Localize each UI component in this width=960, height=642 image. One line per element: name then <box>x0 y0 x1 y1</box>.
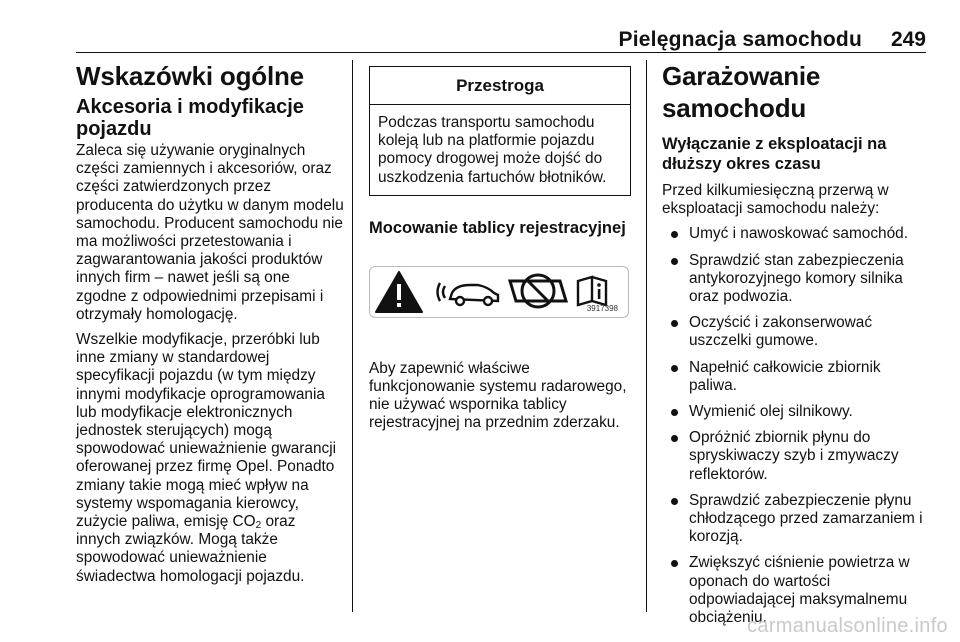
paragraph-intro: Przed kilkumiesięczną przerwą w eksploatacji samochodu należy: <box>662 182 889 218</box>
bullet-icon <box>671 258 678 265</box>
section-title: Pielęgnacja samochodu <box>618 28 862 51</box>
list-item <box>662 429 928 484</box>
paragraph-text: oraz innych związków. Mogą także spowodować unieważnienie świadectwa homologacji pojazdu. <box>76 513 305 585</box>
caution-box <box>369 66 631 196</box>
bullet-icon <box>671 498 678 505</box>
warning-triangle-icon <box>376 272 422 312</box>
list-item-text: Opróżnić zbiornik płynu do spryskiwaczy szyb i zmywaczy reflektorów. <box>689 429 899 483</box>
list-item <box>662 359 928 395</box>
list-item <box>662 314 928 350</box>
list-item <box>662 225 928 243</box>
list-item-text: Umyć i nawoskować samochód. <box>689 225 908 243</box>
watermark: carmanualsonline.info <box>747 615 948 637</box>
subheading-accessories: Akcesoria i modyfikacje pojazdu <box>76 96 304 140</box>
column-divider <box>646 60 647 612</box>
main-heading: Wskazówki ogólne <box>76 61 304 91</box>
radar-car-icon <box>438 283 499 305</box>
list-item-text: Zwiększyć ciśnienie powietrza w oponach do wartości odpowiadającej maksymalnemu obciążeniu. <box>689 554 910 627</box>
checklist <box>662 225 928 627</box>
list-item-text: Sprawdzić zabezpieczenie płynu chłodzącego przed zamarzaniem i korozją. <box>689 491 923 546</box>
column-divider <box>352 60 353 612</box>
bullet-icon <box>671 560 678 567</box>
bullet-icon <box>671 409 678 416</box>
symbol-strip <box>369 266 629 318</box>
list-item <box>662 492 928 547</box>
main-heading-storage: Garażowanie samochodu <box>662 61 821 123</box>
list-item <box>662 403 928 421</box>
paragraph-text: Wszelkie modyfikacje, przeróbki lub inne zmiany w standardowej specyfikacji pojazdu (w tym między innymi modyfikacje oprogramowania lub modyfikacje elektronicznych jednostek sterujących) mogą spowodować unieważnienie gwarancji oferowanej przez firmę Opel. Ponadto zmiany takie mogą mieć wpływ na systemy wspomagania kierowcy, zużycie paliwa, emisję CO <box>76 331 337 531</box>
subheading-storage: Wyłączanie z eksploatacji na dłuższy okres czasu <box>662 135 887 173</box>
caution-title: Przestroga <box>370 67 630 105</box>
page-number: 249 <box>890 28 926 51</box>
subscript: 2 <box>255 520 262 532</box>
list-item <box>662 252 928 307</box>
manual-info-icon <box>578 277 606 305</box>
list-item-text: Sprawdzić stan zabezpieczenia antykorozyjnego komory silnika oraz podwozia. <box>689 251 904 306</box>
paragraph-accessories: Zaleca się używanie oryginalnych części zamiennych i akcesoriów, oraz części zatwierdzonych przez producenta do użytku w danym modelu samochodu. Producent samochodu nie ma możliwości przetestowania i zagwarantowania jakości produktów innych firm – nawet jeśli są one zgodne z odpowiednimi przepisami i otrzymały homologację. <box>76 142 344 323</box>
subheading-license-plate: Mocowanie tablicy rejestracyjnej <box>369 218 626 237</box>
page-header <box>76 28 926 53</box>
column-middle <box>369 60 631 440</box>
paragraph-modifications <box>76 331 344 586</box>
bullet-icon <box>671 365 678 372</box>
bullet-icon <box>671 320 678 327</box>
list-item-text: Wymienić olej silnikowy. <box>689 403 853 421</box>
figure-reference: 3917398 <box>586 303 618 313</box>
bullet-icon <box>671 435 678 442</box>
caution-text: Podczas transportu samochodu koleją lub na platformie pojazdu pomocy drogowej może dojść do uszkodzenia fartuchów błotników. <box>378 114 607 186</box>
column-right <box>662 60 928 635</box>
column-left <box>76 60 344 593</box>
bullet-icon <box>671 231 678 238</box>
list-item-text: Oczyścić i zakonserwować uszczelki gumowe. <box>689 314 873 350</box>
list-item-text: Napełnić całkowicie zbiornik paliwa. <box>689 358 881 394</box>
prohibited-plate-bracket-icon <box>510 275 566 307</box>
paragraph-radar: Aby zapewnić właściwe funkcjonowanie systemu radarowego, nie używać wspornika tablicy rejestracyjnej na przednim zderzaku. <box>369 359 627 432</box>
